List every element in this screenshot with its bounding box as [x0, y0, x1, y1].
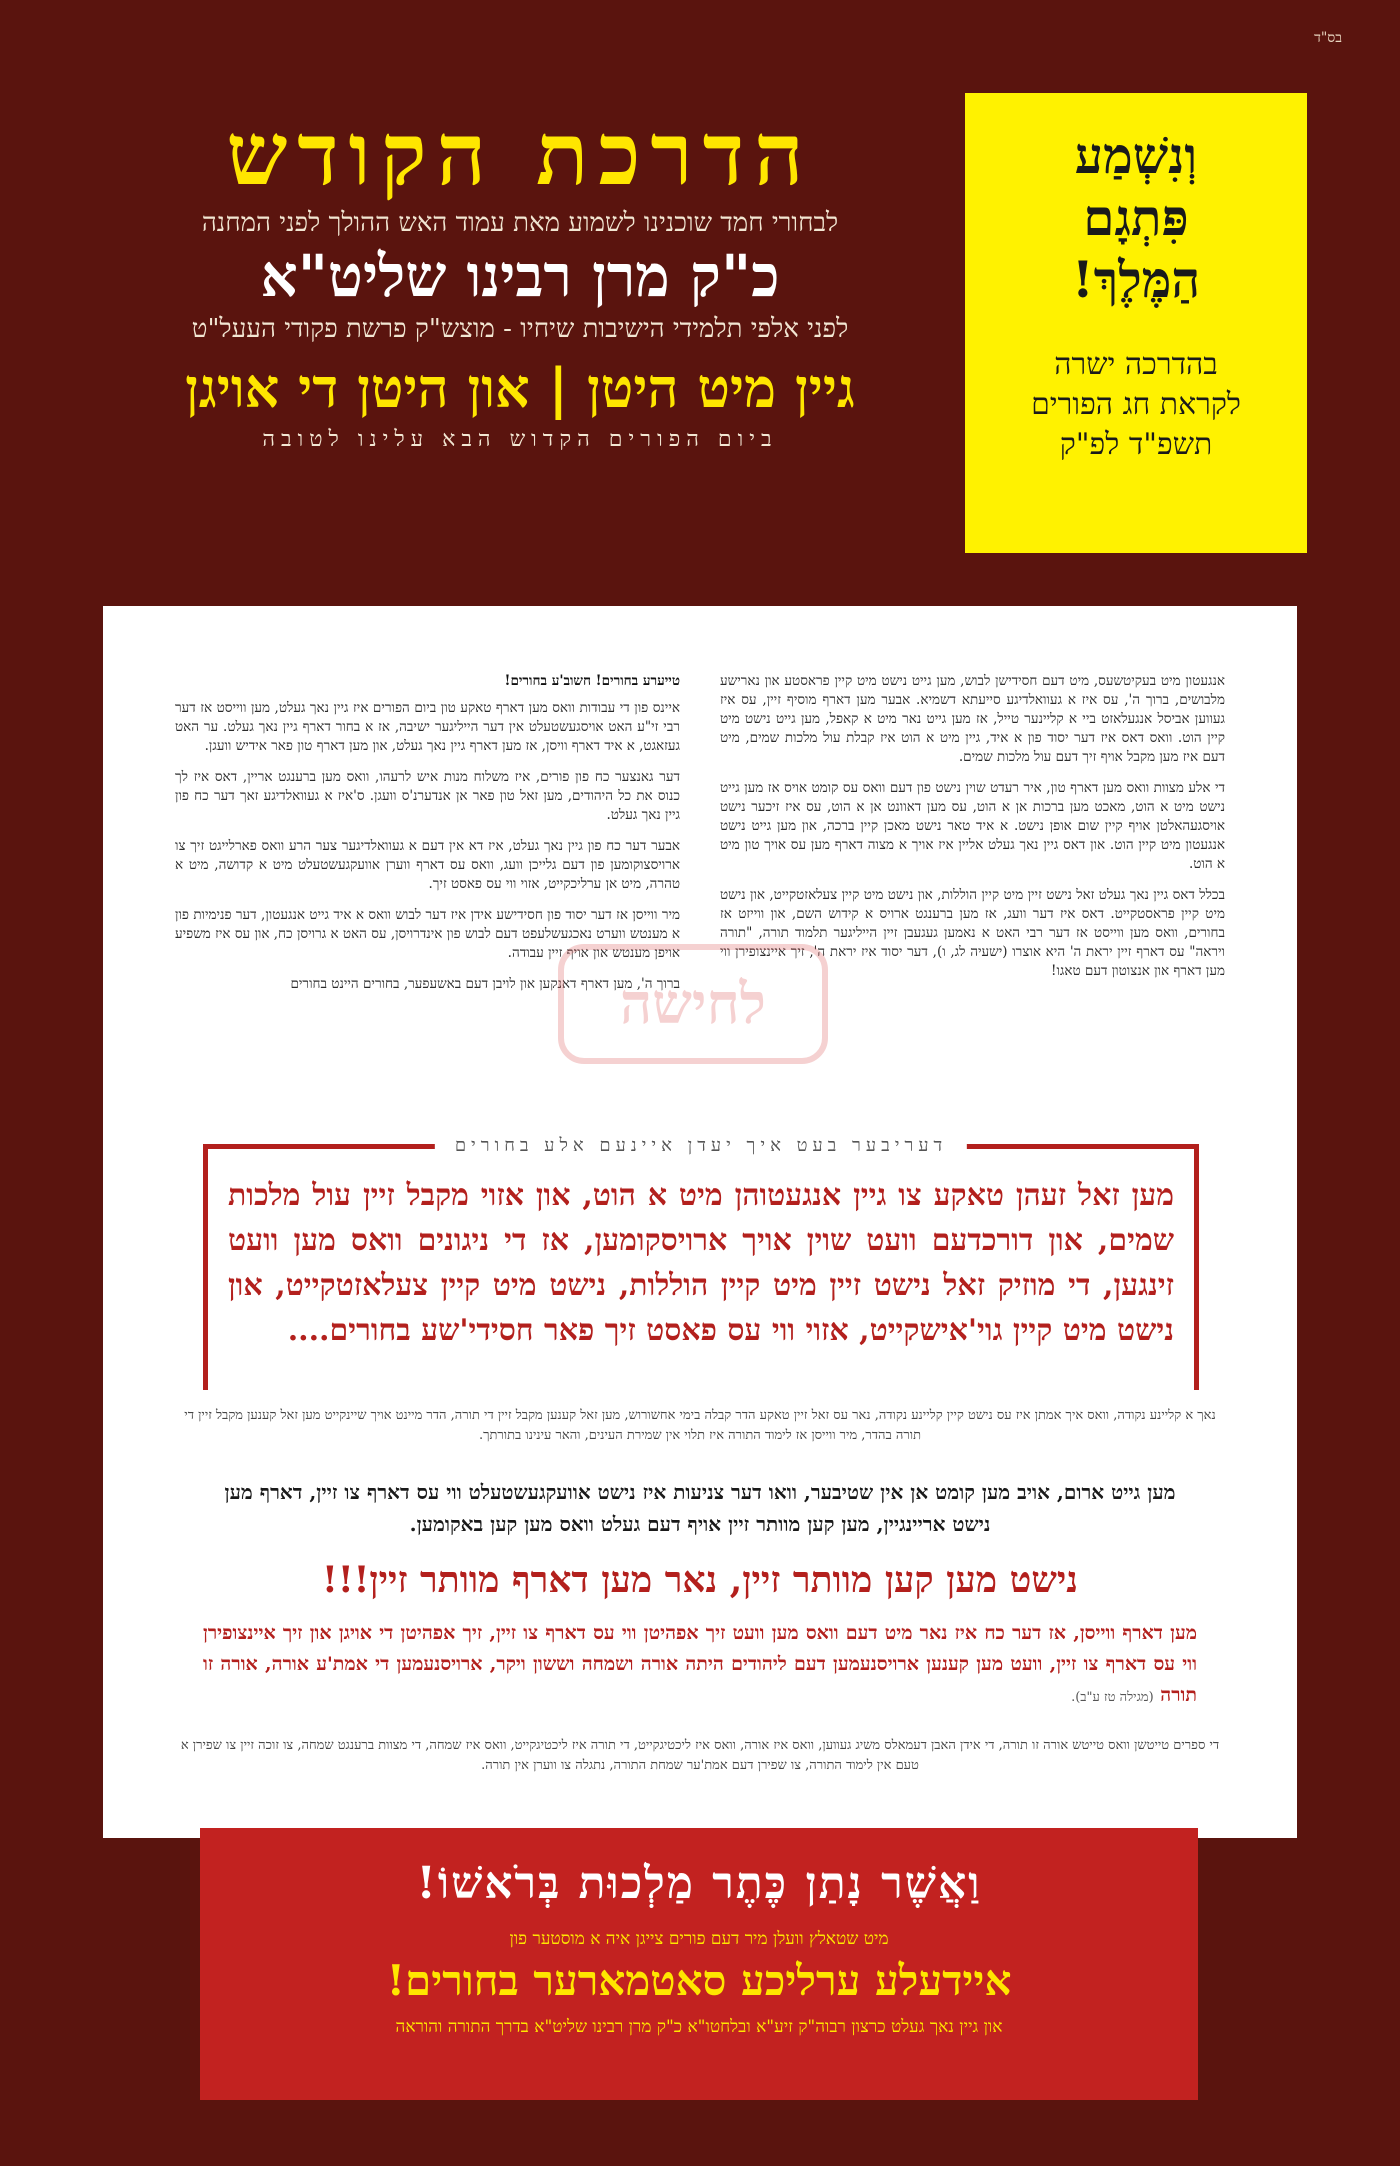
banner-title: וַאֲשֶׁר נָתַן כֶּתֶר מַלְכוּת בְּרֹאשׁוֹ! — [416, 1858, 982, 1909]
bold-paragraph: מען גייט ארום, אויב מען קומט אן אין שטיבער, וואו דער צניעות איז נישט אוועקגעשטעלט ווי עס דארף צו זיין, דארף מען נישט אריינגיין, מען קען מוותר זיין אויף דעם געלט וואס מען קען באקומען. — [224, 1480, 1176, 1536]
rebbe-title: כ"ק מרן רבינו שליט"א — [260, 242, 780, 310]
banner-line1: מיט שטאלץ וועלן מיר דעם פורים צייגן איה א מוסטער פון — [509, 1929, 889, 1949]
paragraph: די אלע מצוות וואס מען דארף טון, איר רעדט שוין נישט פון דעם וואס עס קומט אויס אז מען גייט נישט מיט א הוט, מאכט מען ברכות אן א הוט, עס מען דאוונט אן א הוט, עס איז זיכער נישט אויסגעהאלטן אויף קיין שום אופן נישט. א איד טאר נישט מאכן קיין ברכה, און מען גייט נישט אנגעטון מיט קיין הוט. און דאס גיין נאך געלט אליין איז אויך א מצוה דארף מען עס אויך טון מיט א הוט. — [720, 780, 1225, 872]
paragraph: בכלל דאס גיין נאך געלט זאל נישט זיין מיט קיין הוללות, און נישט מיט קיין צעלאזטקייט, און נישט מיט קיין פראסטקייט. דאס איז דער וועג, אז מען ברענגט ארויס א קידוש השם, און ווייזט אז בחורים, וואס מען ווייסט אז דער רבי האט א נאמען געגעבן זיין הייליגער תלמוד תורה, "תורה ויראה" עס דארף זיין יראת ה' היא אוצרו (ישעיה לג, ו), דער יסוד איז יראת ה', זיך איינצופירן ווי מען דארף און אנצוטון דעם טאגו! — [720, 887, 1225, 979]
banner-headline: איידעלע ערליכע סאטמארער בחורים! — [386, 1956, 1012, 2005]
citation: (מגילה טז ע"ב). — [1071, 1690, 1154, 1705]
paragraph: אבער דער כח פון גיין נאך געלט, איז דא אין דעם א געוואלדיגער צער הרע וואס פארלייגט זיך צו ארויסצוקומען פון דעם גלייכן וועג, וואס עס דארף ווערן אוועקגעשטעלט מיט א קדושה, מיט א טהרה, מיט אן ערליכקייט, אזוי ווי עס פאסט זיך. — [175, 838, 680, 892]
frame-text: מען זאל זעהן טאקע צו גיין אנגעטוהן מיט א הוט, און אזוי מקבל זיין עול מלכות שמים, און דורכדעם וועט שוין אויך ארויסקומען, אז די ניגונים וואס מען וועט זינגען, די מוזיק זאל נישט זיין מיט קיין הוללות, נישט מיט קיין צעלאזטקייט, און נישט מיט קיין גוי'אישקייט, אזוי ווי עס פאסט זיך פאר חסידי'שע בחורים.... — [228, 1178, 1174, 1348]
red-paragraph-text: מען דארף ווייסן, אז דער כח איז נאר מיט דעם וואס מען וועט זיך אפהיטן ווי עס דארף צו זיין, זיך אפהיטן די אויגן און זיך איינצופירן ווי עס דארף צו זיין, וועט מען קענען ארויסנעמען דעם ליהודים היתה אורה ושמחה וששון ויקר, ארויסנעמען די אמת'ע אורה, אורה זו תורה — [203, 1622, 1197, 1706]
paragraph: אנגעטון מיט בעקיטשעס, מיט דעם חסידישן לבוש, מען גייט נישט מיט קיין פראסטע און נארישע מלבושים, ברוך ה', עס איז א געוואלדיגע סייעתא דשמיא. אבער מען דארף מוסיף זיין, עס איז געווען אביסל אנגעלאזט ביי א קליינער טייל, אז מען גייט נאר מיט א קאפל, מען גייט נישט מיט קיין הוט. וואס דאס איז דער יסוד פון א איד, גיין מיט א הוט איז קבלת עול מלכות שמים, מיט דעם איז מען מקבל אויף זיך דעם עול מלכות שמים. — [720, 673, 1225, 765]
paragraph: איינס פון די עבודות וואס מען דארף טאקע טון ביום הפורים איז גיין נאך געלט, מען ווייסט אז דער רבי זי"ע האט אויסגעשטעלט אין דער הייליגער ישיבה, אז א בחור דארף גיין נאך געלט. ער האט געזאגט, א איד דארף וויסן, אז מען דארף גיין נאך געלט, און מען דארף טון פאר אידיש וועגן. — [175, 700, 680, 754]
bottom-banner — [200, 1828, 1198, 2100]
article-panel — [103, 606, 1297, 1838]
header-line2: לפני אלפי תלמידי הישיבות שיחיו - מוצש"ק פרשת פקודי העעל"ט — [191, 314, 849, 344]
paragraph: ברוך ה', מען דארף דאנקען און לויבן דעם באשעפער, בחורים היינט בחורים — [290, 976, 680, 992]
frame-caption: דעריבער בעט איך יעדן איינעם אלע בחורים — [435, 1135, 967, 1156]
paragraph: מיר ווייסן אז דער יסוד פון חסידישע אידן איז דער לבוש וואס א איד גייט אנגעטון, דער פנימיות פון א מענטש ווערט נאכגעשלעפט דעם לבוש פון אינדרויסן, עס האט א גרויסן כח, און עס איז משפיע אויפן מענטש און אויף זיין עבודה. — [175, 907, 680, 961]
paragraph: דער גאנצער כח פון פורים, איז משלוח מנות איש לרעהו, וואס מען ברענגט אריין, דאס איז לך כנוס את כל היהודים, מען זאל טון פאר אן אנדערנ'ס וועגן. ס'איז א געוואלדיגע זאך דער כח פון גיין נאך געלט. — [175, 769, 680, 823]
yellow-title-line3: הַמֶּלֶךְ! — [1071, 250, 1201, 309]
yellow-subtitle — [965, 345, 1307, 465]
header — [100, 105, 940, 457]
section-title: טייערע בחורים! חשוב'ע בחורים! — [504, 673, 680, 689]
header-line1: לבחורי חמד שוכנינו לשמוע מאת עמוד האש ההולך לפני המחנה — [201, 208, 839, 238]
yellow-title-line2: פִּתְגָם — [1083, 188, 1189, 247]
yellow-subtitle-line1: בהדרכה ישרה — [1054, 347, 1218, 382]
small-paragraph-1: נאך א קליינע נקודה, וואס איך אמתן איז עס נישט קיין קליינע נקודה, נאר עס זאל זיין טאקע הדר קבלה בימי אחשורוש, מען זאל קענען מקבל זיין די תורה, הדר מיינט אויך שיינקייט מען זאל קענען מקבל זיין די תורה בהדר, מיר ווייסן אז לימוד התורה איז תלוי אין שמירת העינים, והאר עינינו בתורתך. — [184, 1408, 1216, 1443]
red-headline: נישט מען קען מוותר זיין, נאר מען דארף מוותר זיין!!! — [322, 1559, 1078, 1601]
sub-slogan: ביום הפורים הקדוש הבא עלינו לטובה — [262, 427, 778, 452]
yellow-title-line1: וְנִשְׁמַע — [1074, 126, 1198, 185]
yellow-subtitle-line2: לקראת חג הפורים — [1031, 387, 1241, 422]
watermark-logo: לחישה — [558, 944, 828, 1064]
small-paragraph-2: די ספרים טייטשן וואס טייטש אורה זו תורה, די אידן האבן דעמאלס משיג געווען, וואס איז אורה, וואס איז ליכטיגקייט, די תורה איז ליכטיגקייט, וואס איז שמחה, די מצוות ברענגט שמחה, צו זוכה זיין צו שפירן א טעם אין לימוד התורה, צו שפירן דעם אמת'ער שמחת התורה, נתגלה צו ווערן אין תורה. — [180, 1738, 1220, 1773]
slogan: גיין מיט היטן | און היטן די אויגן — [185, 356, 855, 420]
main-title: הדרכת הקודש — [226, 104, 814, 205]
highlight-frame — [203, 1135, 1199, 1390]
bsd-mark: בס"ד — [1314, 30, 1342, 46]
banner-line2: און גיין נאך געלט כרצון רבוה"ק זיע"א ובלחטו"א כ"ק מרן רבינו שליט"א בדרך התורה והוראה — [395, 2017, 1003, 2037]
red-paragraph — [203, 1618, 1197, 1713]
yellow-subtitle-line3: תשפ"ד לפ"ק — [1059, 427, 1213, 462]
yellow-title-box — [965, 93, 1307, 553]
